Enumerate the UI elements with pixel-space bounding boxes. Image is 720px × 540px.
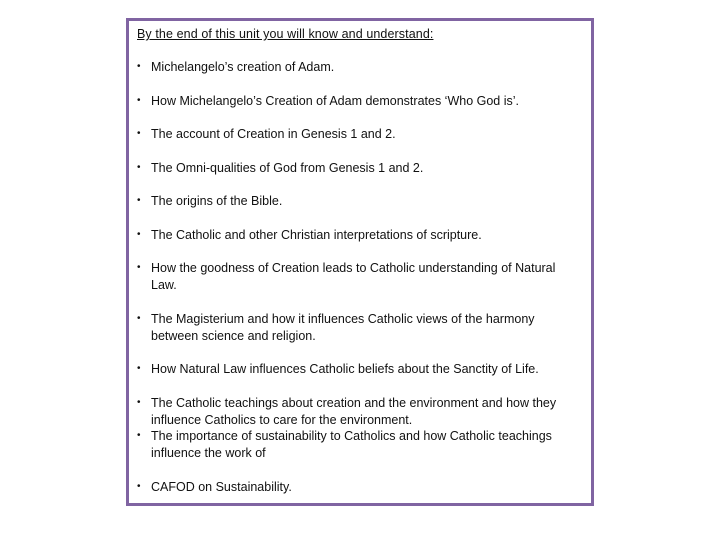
- list-item: [137, 260, 577, 293]
- bullet-icon: •: [137, 481, 141, 492]
- list-item-text: How Natural Law influences Catholic beliefs about the Sanctity of Life.: [151, 362, 539, 376]
- list-item-text: How Michelangelo’s Creation of Adam demonstrates ‘Who God is’.: [151, 94, 519, 108]
- list-item-text: CAFOD on Sustainability.: [151, 480, 292, 494]
- bullet-icon: •: [137, 229, 141, 240]
- list-item: [137, 428, 577, 461]
- bullet-icon: •: [137, 61, 141, 72]
- objectives-box: [126, 18, 594, 506]
- list-item: [137, 59, 577, 76]
- list-item: [137, 160, 577, 177]
- bullet-icon: •: [137, 363, 141, 374]
- bullet-icon: •: [137, 262, 141, 273]
- list-item: [137, 361, 577, 378]
- bullet-icon: •: [137, 430, 141, 441]
- list-item-text: The Omni-qualities of God from Genesis 1 and 2.: [151, 161, 424, 175]
- list-item: [137, 193, 577, 210]
- list-item: [137, 395, 577, 428]
- bullet-icon: •: [137, 128, 141, 139]
- list-item-text: The account of Creation in Genesis 1 and 2.: [151, 127, 396, 141]
- list-item-text: The origins of the Bible.: [151, 194, 283, 208]
- list-item-text: The Catholic and other Christian interpretations of scripture.: [151, 228, 482, 242]
- list-item-text: The Catholic teachings about creation and the environment and how they influence Catholics to care for the environment.: [151, 396, 557, 427]
- list-item: [137, 93, 577, 110]
- page-heading: By the end of this unit you will know and understand:: [137, 27, 434, 41]
- list-item-text: The Magisterium and how it influences Catholic views of the harmony between science and religion.: [151, 312, 535, 343]
- list-item-text: The importance of sustainability to Catholics and how Catholic teachings influence the work of: [151, 429, 552, 460]
- bullet-icon: •: [137, 162, 141, 173]
- list-item: [137, 126, 577, 143]
- bullet-icon: •: [137, 397, 141, 408]
- bullet-icon: •: [137, 313, 141, 324]
- list-item-text: Michelangelo’s creation of Adam.: [151, 60, 335, 74]
- list-item: [137, 311, 577, 344]
- list-item: [137, 227, 577, 244]
- bullet-icon: •: [137, 195, 141, 206]
- list-item-text: How the goodness of Creation leads to Catholic understanding of Natural Law.: [151, 261, 556, 292]
- bullet-icon: •: [137, 95, 141, 106]
- list-item: [137, 479, 577, 496]
